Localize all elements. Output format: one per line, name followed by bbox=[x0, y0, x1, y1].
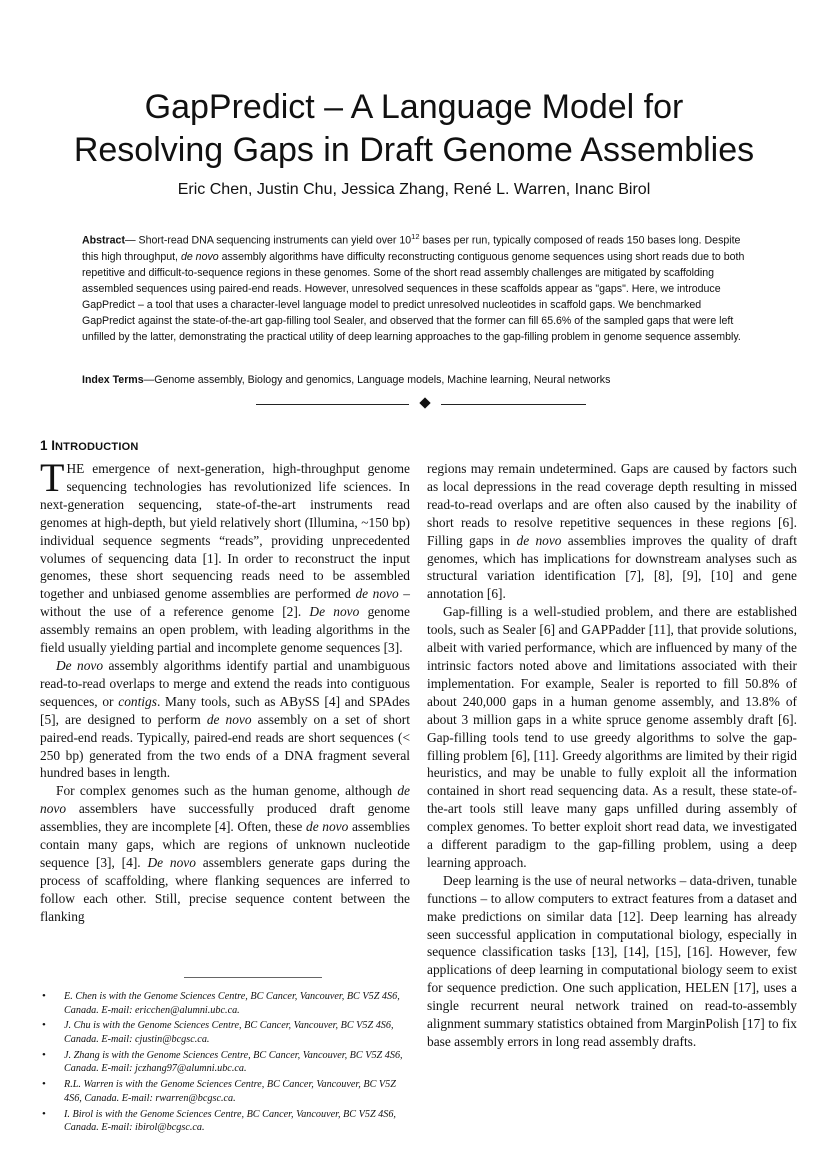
emphasis: De novo bbox=[56, 657, 104, 673]
abstract bbox=[82, 229, 750, 345]
emphasis: contigs bbox=[118, 693, 157, 709]
text: regions may remain undetermined. Gaps are caused by factors such as local depressions in the read coverage depth resulting in missed read-to-read overlaps and are often also caused by the inability of short reads to resolve repetitive sequences in these regions [6]. Filling gaps in bbox=[427, 461, 797, 548]
abstract-exponent: 12 bbox=[411, 232, 420, 241]
emphasis: de novo bbox=[40, 783, 410, 817]
footnote: • E. Chen is with the Genome Sciences Centre, BC Cancer, Vancouver, BC V5Z 4S6, Canada. E-mail: ericchen@alumni.ubc.ca. bbox=[40, 990, 412, 1017]
section-number: 1 bbox=[40, 438, 52, 453]
text: For complex genomes such as the human genome, although bbox=[56, 783, 398, 799]
footnote: • J. Zhang is with the Genome Sciences Centre, BC Cancer, Vancouver, BC V5Z 4S6, Canada. E-mail: jczhang97@alumni.ubc.ca. bbox=[40, 1049, 412, 1076]
footnote: • J. Chu is with the Genome Sciences Centre, BC Cancer, Vancouver, BC V5Z 4S6, Canada. E-mail: cjustin@bcgsc.ca. bbox=[40, 1019, 412, 1046]
abstract-text: Short-read DNA sequencing instruments can yield over 10 bbox=[138, 234, 412, 247]
text: assemblies improves the quality of draft genomes, which has implications for downstream analyses such as structural variation identification [7], [8], [9], [10] and gene annotation [6]. bbox=[427, 532, 797, 602]
emphasis: De novo bbox=[147, 854, 196, 870]
section-heading-introduction bbox=[40, 438, 139, 453]
footnotes bbox=[40, 990, 412, 1137]
paragraph bbox=[40, 657, 410, 782]
title-line-2: Resolving Gaps in Draft Genome Assemblies bbox=[73, 131, 755, 169]
text: assemblers have successfully produced draft genome assemblies, they are incomplete [4]. Often, these bbox=[40, 801, 410, 835]
paragraph bbox=[40, 455, 410, 657]
emphasis: de novo bbox=[306, 819, 349, 835]
paper-title bbox=[40, 86, 788, 172]
paragraph: Gap-filling is a well-studied problem, and there are established tools, such as Sealer [6] and GAPPadder [11], that provide solutions, albeit with varied performance, which are influenced by many of the intrinsic factors noted above and limitations associated with their implementation. For example, Sealer is reported to fill 50.8% of about 240,000 gaps in a human genome assembly, and 13.8% of about 3 million gaps in a white spruce genome assembly draft [6]. Gap-filling tools tend to use greedy algorithms to solve the gap-filling problem [6], [11]. Greedy algorithms are limited by their rigid heuristics, and may be unable to fully exploit all the information contained in short read sequencing data. As a result, these state-of-the-art tools still leave many gaps unfilled during assembly of complex genomes. To better exploit short read data, we investigated a different paradigm to the gap-filling problem, using a deep learning approach. bbox=[427, 604, 797, 870]
text: assembly algorithms identify partial and unambiguous read-to-read overlaps to merge and extend the reads into contiguous sequences, or bbox=[40, 657, 410, 709]
abstract-text: bases per run, typically composed of reads 150 bases long. Despite this high throughput, bbox=[82, 234, 741, 263]
index-terms-dash: — bbox=[143, 374, 155, 386]
separator-line-right bbox=[441, 404, 586, 405]
paragraph bbox=[40, 782, 410, 925]
left-column bbox=[40, 455, 411, 926]
abstract-emphasis: de novo bbox=[180, 250, 219, 263]
text: HE emergence of next-generation, high-throughput genome sequencing technologies has revolutionized life sciences. In next-generation sequencing, state-of-the-art instruments read genomes at high-depth, but yield relatively short (Illumina, ~150 bp) individual sequence segments “reads”, providing unprecedented volumes of sequencing data [1]. In order to reconstruct the input genomes, these short sequencing reads need to be assembled together and unbiased genome assemblies are performed bbox=[40, 461, 410, 602]
text: . Many tools, such as ABySS [4] and SPAdes [5], are designed to perform bbox=[40, 693, 411, 727]
text: assembly on a set of short paired-end reads. Typically, paired-end reads are short sequences (< 250 bp) generated from the two ends of a DNA fragment several hundred bases in length. bbox=[40, 711, 410, 781]
title-line-1: GapPredict – A Language Model for bbox=[144, 88, 684, 126]
abstract-label: Abstract bbox=[82, 234, 125, 247]
separator-diamond-icon bbox=[419, 397, 430, 408]
abstract-dash: — bbox=[124, 234, 139, 247]
drop-cap: T bbox=[40, 455, 65, 500]
emphasis: de novo bbox=[516, 532, 562, 548]
abstract-text: assembly algorithms have difficulty reconstructing contiguous genome sequences using short reads due to both repetitive and difficult-to-sequence regions in these genomes. Some of the short read assembly challenges are mitigated by scaffolding assembled sequences using paired-end reads. However, unresolved sequences in these scaffolds appear as "gaps". Here, we introduce GapPredict – a tool that uses a character-level language model to predict unresolved nucleotides in scaffold gaps. We benchmarked GapPredict against the state-of-the-art gap-filling tool Sealer, and observed that the former can fill 65.6% of the sampled gaps that were left unfilled by the latter, demonstrating the practical utility of deep learning approaches to the gap-filling problem in genome sequence assembly. bbox=[82, 250, 745, 343]
right-column bbox=[427, 460, 797, 1051]
separator-line-left bbox=[256, 404, 409, 405]
footnote-rule bbox=[184, 977, 322, 978]
text: assemblies contain many gaps, which are regions of unknown nucleotide sequence [3], [4]. bbox=[40, 819, 410, 870]
index-terms-text: Genome assembly, Biology and genomics, Language models, Machine learning, Neural networks bbox=[154, 374, 611, 386]
section-title-rest: NTRODUCTION bbox=[55, 441, 139, 453]
emphasis: de novo bbox=[355, 586, 399, 602]
emphasis: de novo bbox=[206, 711, 252, 727]
author-list: Eric Chen, Justin Chu, Jessica Zhang, René L. Warren, Inanc Birol bbox=[177, 181, 651, 198]
footnote: • I. Birol is with the Genome Sciences Centre, BC Cancer, Vancouver, BC V5Z 4S6, Canada. E-mail: ibirol@bcgsc.ca. bbox=[40, 1108, 412, 1135]
text: genome assembly remains an open problem, with leading algorithms in the field usually yielding partial and incomplete genome sequences [3]. bbox=[40, 604, 410, 656]
paragraph: Deep learning is the use of neural networks – data-driven, tunable functions – to allow computers to extract features from a dataset and make predictions on similar data [12]. Deep learning has already seen successful application in computational biology, especially in sequence classification tasks [13], [14], [15], [16]. However, few applications of deep learning in computational biology seem to exist for sequence prediction. One such application, HELEN [17], uses a single recurrent neural network trained on read-to-assembly alignment summary statistics obtained from MarginPolish [17] to fix base assembly errors in long read assembly drafts. bbox=[427, 872, 797, 1049]
index-terms-label: Index Terms bbox=[82, 374, 144, 386]
section-initial: I bbox=[51, 438, 56, 453]
paragraph bbox=[427, 460, 797, 603]
footnote: • R.L. Warren is with the Genome Sciences Centre, BC Cancer, Vancouver, BC V5Z 4S6, Canada. E-mail: rwarren@bcgsc.ca. bbox=[40, 1078, 412, 1105]
text: – without the use of a reference genome [2]. bbox=[40, 586, 410, 620]
index-terms bbox=[82, 372, 750, 388]
text: assemblers generate gaps during the process of scaffolding, where flanking sequences are inferred to follow each other. Still, precise sequence content between the flanking bbox=[40, 854, 410, 924]
emphasis: De novo bbox=[309, 604, 360, 620]
